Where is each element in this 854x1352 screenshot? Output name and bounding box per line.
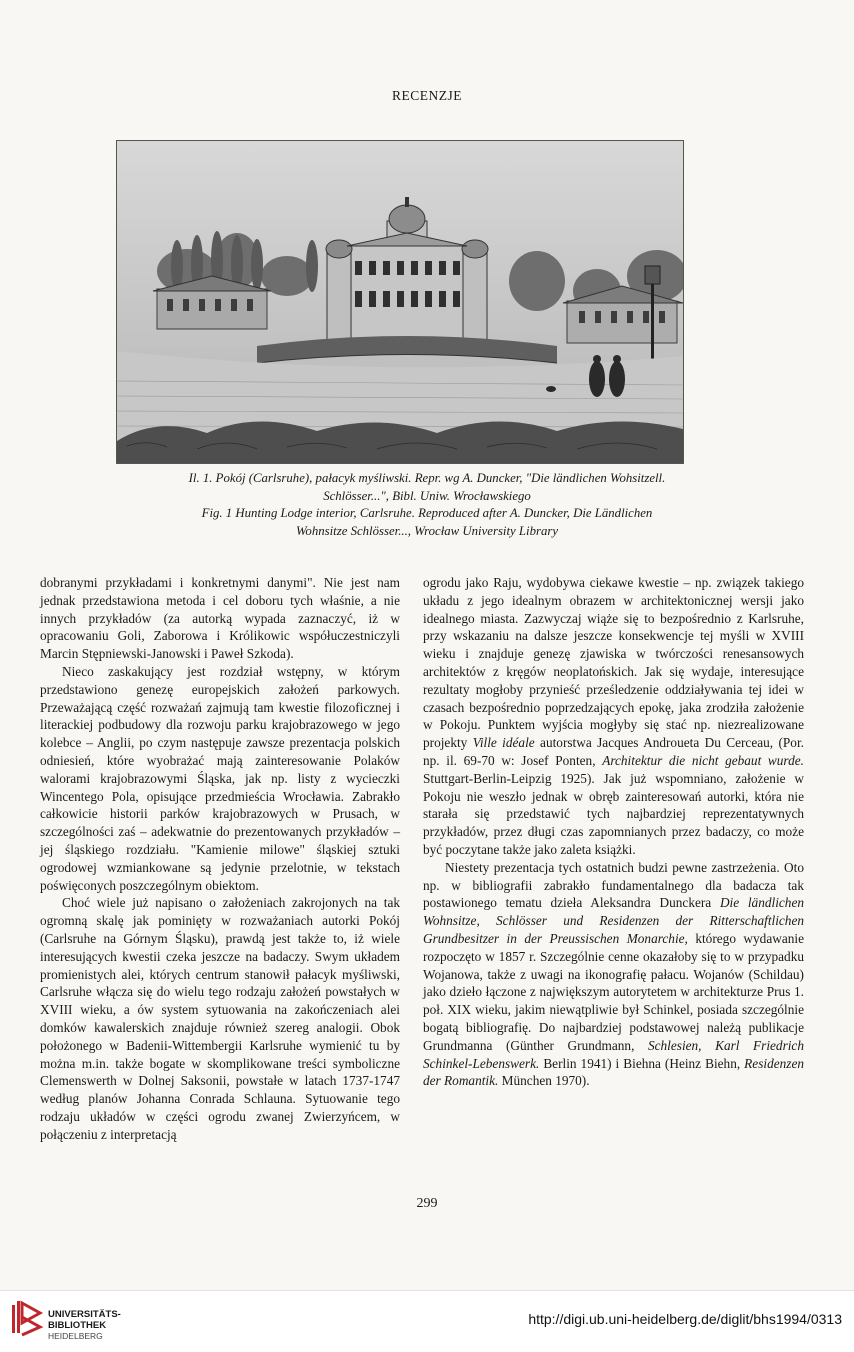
hunting-lodge-engraving: [117, 141, 683, 463]
paragraph: [423, 574, 804, 859]
italic-title: Ville idéale: [472, 735, 535, 751]
italic-title: Residenzen der Romantik.: [423, 1055, 804, 1089]
text-run: Niestety prezentacja tych ostatnich budzi pewne zastrzeżenia. Oto np. w bibliografii zabrakło fundamentalnego dla badacza tak postawionego tematu dzieła Aleksandra Dunckera: [423, 859, 804, 911]
text-run: ogrodu jako Raju, wydobywa ciekawe kwestie – np. związek takiego układu z jego idealnym obrazem w architektonicznej wersji jako idealnego miasta. Zazwyczaj wiąże się to bezpośrednio z Karlsruhe, przy wskazaniu na dalsze jeszcze konsekwencje tej myśli w XVIII wieku i znajduje genezę zjawiska w twórczości renesansowych architektów z kręgów neoplatońskich. Jak się wydaje, interesujące rezultaty mogłoby przynieść prześledzenie oddziaływania tej idei w czasach bezpośrednio poprzedzających epokę, jaka zrodziła założenie w Pokoju. Punktem wyjścia mogłyby się stać np. niezrealizowane projekty: [423, 575, 804, 751]
text-run: Berlin 1941) i Biehna (Heinz Biehn,: [543, 1055, 741, 1071]
text-run: którego wydawanie rozpoczęto w 1857 r. Szczególnie cenne okazałoby się to w przypadku Wojanowa, także z uwagi na ikonografię pałacu. Wojanów (Schildau) jako dzieło łączone z największym autorytetem w architekturze Prus 1. poł. XIX wieku, jakim niewątpliwie był Schinkel, posiada szczególnie bogatą bibliografię. Do najbardziej podstawowej należą publikacje Grundmanna (Günther Grundmann,: [423, 930, 804, 1053]
logo-text-line3: HEIDELBERG: [48, 1331, 103, 1341]
left-text-column: [40, 574, 400, 1144]
caption-en-line-1: Fig. 1 Hunting Lodge interior, Carlsruhe. Reproduced after A. Duncker, Die Ländlichen: [201, 506, 653, 521]
library-logo-icon: [10, 1299, 44, 1337]
italic-title: Die ländlichen Wohnsitze, Schlösser und Residenzen der Ritterschaftlichen Grundbesitzer in der Preussischen Monarchie,: [423, 895, 804, 946]
italic-title: Architektur die nicht gebaut wurde.: [602, 752, 804, 768]
figure-caption: [100, 470, 754, 540]
permalink-url[interactable]: http://digi.ub.uni-heidelberg.de/diglit/bhs1994/0313: [528, 1311, 842, 1327]
text-run: autorstwa Jacques Androueta Du Cerceau, (Por. np. il. 69-70 w: Josef Ponten,: [423, 735, 804, 768]
text-run: München 1970).: [501, 1073, 590, 1089]
page-number: 299: [416, 1196, 438, 1211]
logo-text-line2: BIBLIOTHEK: [48, 1320, 107, 1331]
running-head: RECENZJE: [392, 88, 462, 103]
paragraph: dobranymi przykładami i konkretnymi danymi". Nie jest nam jednak przedstawiona metoda i cel doboru tych właśnie, a nie innych przykładów (za autorką wypada zaznaczyć, iż w opracowaniu Goli, Zaborowa i Królikowic współuczestniczyli Marcin Stępniewski-Janowski i Paweł Szkoda).: [40, 575, 400, 662]
caption-en-line-2: Wohnsitze Schlösser..., Wrocław University Library: [295, 523, 559, 538]
paragraph: Nieco zaskakujący jest rozdział wstępny, w którym przedstawiono genezę europejskich założeń parkowych. Przeważającą część rozważań zajmują tam kwestie filozoficznej i literackiej podbudowy dla rozwoju parku krajobrazowego w jego kolebce – Anglii, po czym następuje zawsze prezentacja polskich odniesień, które wyobrażać mają zainteresowanie Polaków walorami krajobrazowymi Śląska, jak np. listy z wycieczki Wincentego Pola, opisujące przedmieścia Wrocławia. Zabrakło całkowicie historii parków krajobrazowych w Prusach, w szczególności zaś – adekwatnie do prezentowanych przykładów – jej śląskiego rozdziału. "Kamienie milowe" śląskiej sztuki ogrodowej wzmiankowane są jedynie przelotnie, w tekstach poświęconych poszczególnym obiektom.: [40, 663, 400, 893]
footer-bar: [0, 1290, 854, 1352]
paragraph: [423, 859, 804, 1090]
paragraph: Choć wiele już napisano o założeniach zakrojonych na tak ogromną skalę jak pominięty w rozważaniach autorki Pokój (Carlsruhe na Górnym Śląsku), prawdą jest także to, iż wiele interesujących kwestii czeka jeszcze na badaczy. Swym układem promienistych alei, których centrum stanowił pałacyk myśliwski, Carlsruhe włącza się do wielu tego rodzaju założeń powstałych w XVIII wieku, a ów system sytuowania na zakończeniach alei domków kawalerskich znajduje również szereg analogii. Obok położonego w Badenii-Wittembergii Karlsruhe wymienić tu by można m.in. także bogate w skomplikowane treści symboliczne Clemenswerth w Dolnej Saksonii, powstałe w latach 1737-1747 według planów Johanna Conrada Schlauna. Sytuowanie tego rodzaju układów w części ogrodu zwanej Zwierzyńcem, w połączeniu z interpretacją: [40, 895, 400, 1142]
text-run: Stuttgart-Berlin-Leipzig 1925). Jak już wspomniano, założenie w Pokoju nie weszło jednak w obręb zainteresowań autorki, która nie starała się przedstawić tych najbardziej reprezentatywnych przykładów, przez długi czas zapomnianych przez badaczy, co może być poczytane także jako zaleta książki.: [423, 770, 804, 857]
caption-pl-line-1: Il. 1. Pokój (Carlsruhe), pałacyk myśliwski. Repr. wg A. Duncker, "Die ländlichen Wohsitzell.: [188, 471, 666, 485]
right-text-column: [423, 574, 804, 1090]
library-logo[interactable]: [10, 1299, 130, 1345]
italic-title: Schlesien, Karl Friedrich Schinkel-Lebenswerk.: [423, 1037, 804, 1071]
engraving-figure: [116, 140, 684, 464]
logo-text-line1: UNIVERSITÄTS-: [48, 1309, 121, 1320]
caption-pl-line-2: Schlösser...", Bibl. Uniw. Wrocławskiego: [323, 488, 531, 503]
